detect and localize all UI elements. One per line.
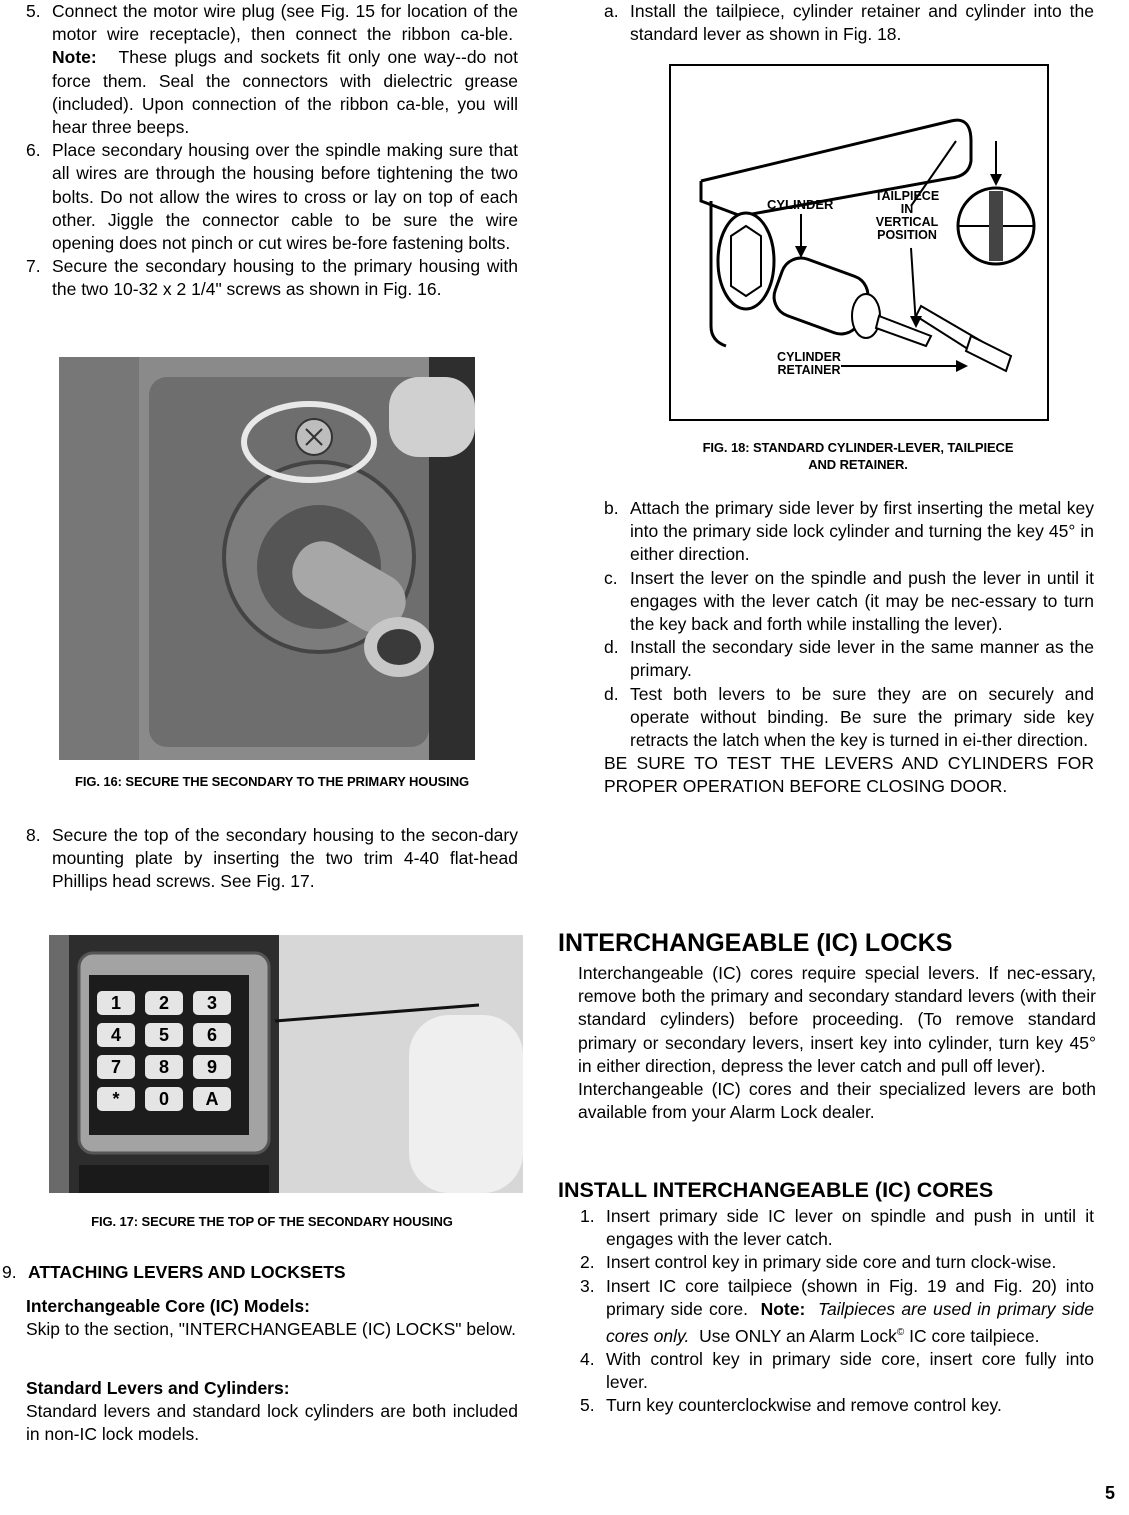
install-steps bbox=[580, 1205, 1094, 1418]
fig17-caption: FIG. 17: SECURE THE TOP OF THE SECONDARY HOUSING bbox=[91, 1214, 453, 1229]
fig18-caption: FIG. 18: STANDARD CYLINDER-LEVER, TAILPIECE AND RETAINER. bbox=[702, 440, 1014, 472]
standard-text: Standard levers and standard lock cylinders are both included in non-IC lock models. bbox=[26, 1401, 518, 1445]
install-step-1 bbox=[580, 1205, 1094, 1251]
step-number: d. bbox=[604, 683, 619, 704]
note-label: Note: bbox=[52, 47, 97, 68]
step-number: b. bbox=[604, 498, 619, 518]
step-number: c. bbox=[604, 567, 618, 588]
keypad-key: 4 bbox=[97, 1023, 135, 1047]
step-number: d. bbox=[604, 637, 619, 658]
keypad-key: 6 bbox=[193, 1023, 231, 1047]
step-number: 9. bbox=[2, 1262, 17, 1282]
note-text: These plugs and sockets fit only one way--do not force them. Seal the connectors with dielectric grease (included). Upon connection of the ribbon ca-ble, you will hear three beeps. bbox=[52, 47, 518, 138]
step-5 bbox=[26, 0, 518, 139]
step-text: Test both levers to be sure they are on securely and operate without binding. Be sure the primary side key retracts the latch when the key is turned in ei-ther direction. bbox=[630, 683, 1094, 751]
keypad-key: 9 bbox=[193, 1055, 231, 1079]
fig18-label-tailpiece: TAILPIECE IN VERTICAL POSITION bbox=[874, 189, 940, 242]
step-number: 3. bbox=[580, 1275, 595, 1296]
step-8-block bbox=[26, 824, 518, 894]
step-number: 4. bbox=[580, 1349, 595, 1370]
keypad-key: 0 bbox=[145, 1087, 183, 1111]
fig16-photo bbox=[59, 357, 475, 760]
step-8 bbox=[26, 824, 518, 894]
keypad-key: * bbox=[97, 1087, 135, 1111]
fig16-caption: FIG. 16: SECURE THE SECONDARY TO THE PRIMARY HOUSING bbox=[74, 774, 469, 789]
step-text: Secure the secondary housing to the primary housing with the two 10-32 x 2 1/4" screws as shown in Fig. 16. bbox=[52, 256, 518, 300]
step-text: Insert control key in primary side core and turn clock-wise. bbox=[606, 1252, 1057, 1273]
step-number: 5. bbox=[26, 1, 41, 21]
step-6 bbox=[26, 139, 518, 255]
step-7 bbox=[26, 255, 518, 301]
step-text: Secure the top of the secondary housing to the secon-dary mounting plate by inserting the two trim 4-40 flat-head Phillips head screws. See Fig. 17. bbox=[52, 825, 518, 892]
step-list-top bbox=[26, 0, 518, 302]
page-number: 5 bbox=[1104, 1482, 1115, 1503]
step-c bbox=[604, 567, 1094, 637]
warning-text: BE SURE TO TEST THE LEVERS AND CYLINDERS FOR PROPER OPERATION BEFORE CLOSING DOOR. bbox=[604, 753, 1094, 797]
fig16-illustration bbox=[59, 357, 475, 760]
step-d1 bbox=[604, 636, 1094, 682]
step-number: 1. bbox=[580, 1206, 595, 1226]
step-number: 6. bbox=[26, 140, 41, 161]
step-number: 2. bbox=[580, 1252, 595, 1273]
step-text: Install the secondary side lever in the same manner as the primary. bbox=[630, 637, 1094, 681]
step-number: a. bbox=[604, 1, 619, 21]
keypad-key: 2 bbox=[145, 991, 183, 1015]
install-step-4 bbox=[580, 1348, 1094, 1394]
ic-para-1: Interchangeable (IC) cores require special levers. If nec-essary, remove both the primary and secondary standard levers (with their standard cylinders) before proceeding. (To remove standard primary or secondary levers, insert key into cylinder, turn key 45° in either direction, depress the lever catch and pull off lever). bbox=[578, 963, 1096, 1076]
ic-models-heading: Interchangeable Core (IC) Models: bbox=[26, 1296, 310, 1316]
fig17-keypad bbox=[97, 991, 247, 1111]
step-number: 5. bbox=[580, 1395, 595, 1416]
fig18-diagram bbox=[669, 64, 1049, 421]
step-text: Install the tailpiece, cylinder retainer and cylinder into the standard lever as shown in Fig. 18. bbox=[630, 1, 1094, 45]
step-a bbox=[604, 0, 1094, 46]
install-step-2 bbox=[580, 1251, 1094, 1274]
step-number: 7. bbox=[26, 256, 41, 277]
step-text: Attach the primary side lever by first inserting the metal key into the primary side lock cylinder and turning the key 45° in either direction. bbox=[630, 498, 1094, 565]
step-text: Insert primary side IC lever on spindle and push in until it engages with the lever catch. bbox=[606, 1206, 1094, 1250]
section-heading: ATTACHING LEVERS AND LOCKSETS bbox=[28, 1262, 346, 1282]
note-italic: Tailpieces are used in primary side cores only. bbox=[606, 1298, 1094, 1346]
keypad-key: 5 bbox=[145, 1023, 183, 1047]
copyright-symbol: © bbox=[896, 1327, 905, 1339]
install-step-5 bbox=[580, 1394, 1094, 1417]
step-list-mid bbox=[604, 497, 1094, 799]
keypad-key: A bbox=[193, 1087, 231, 1111]
fig18-label-retainer: CYLINDER RETAINER bbox=[777, 350, 841, 377]
keypad-key: 8 bbox=[145, 1055, 183, 1079]
step-number: 8. bbox=[26, 825, 41, 845]
section-9 bbox=[2, 1261, 518, 1284]
note-label: Note: bbox=[760, 1298, 806, 1319]
install-ic-heading: INSTALL INTERCHANGEABLE (IC) CORES bbox=[558, 1178, 994, 1202]
ic-locks-body bbox=[578, 962, 1096, 1124]
step-text: Insert the lever on the spindle and push the lever in until it engages with the lever catch (it may be nec-essary to turn the key back and forth while installing the lever). bbox=[630, 567, 1094, 635]
step-b bbox=[604, 497, 1094, 567]
step-text: Place secondary housing over the spindle making sure that all wires are through the housing before tightening the two bolts. Do not allow the wires to cross or lay on top of each other. Jiggle the connector cable to be sure the wire opening does not pinch or cut wires be-fore fastening bolts. bbox=[52, 140, 518, 254]
keypad-key: 3 bbox=[193, 991, 231, 1015]
step-a-block bbox=[604, 0, 1094, 46]
ic-para-2: Interchangeable (IC) cores and their specialized levers are both available from your Alarm Lock dealer. bbox=[578, 1079, 1096, 1123]
fig18-label-cylinder: CYLINDER bbox=[767, 197, 834, 212]
step-text: Turn key counterclockwise and remove control key. bbox=[606, 1395, 1002, 1416]
ic-locks-heading: INTERCHANGEABLE (IC) LOCKS bbox=[558, 929, 953, 957]
keypad-key: 7 bbox=[97, 1055, 135, 1079]
step-text: With control key in primary side core, insert core fully into lever. bbox=[606, 1349, 1094, 1393]
step-text: Connect the motor wire plug (see Fig. 15 for location of the motor wire receptacle), then connect the ribbon ca-ble. bbox=[52, 1, 518, 45]
install-step-3: 3. Insert IC core tailpiece (shown in Fig. 19 and Fig. 20) into primary side core. Note: Tailpieces are used in primary side cores only. Use ONLY an Alarm Lock© IC core tailpiece. bbox=[580, 1275, 1094, 1348]
ic-models-block bbox=[26, 1295, 518, 1341]
ic-models-text: Skip to the section, "INTERCHANGEABLE (IC) LOCKS" below. bbox=[26, 1319, 516, 1340]
step-text: Insert IC core tailpiece (shown in Fig. 19 and Fig. 20) into primary side core. bbox=[606, 1275, 1094, 1319]
step-d2 bbox=[604, 683, 1094, 753]
standard-block bbox=[26, 1377, 518, 1447]
keypad-key: 1 bbox=[97, 991, 135, 1015]
standard-heading: Standard Levers and Cylinders: bbox=[26, 1378, 290, 1398]
fig17-photo bbox=[49, 935, 523, 1193]
